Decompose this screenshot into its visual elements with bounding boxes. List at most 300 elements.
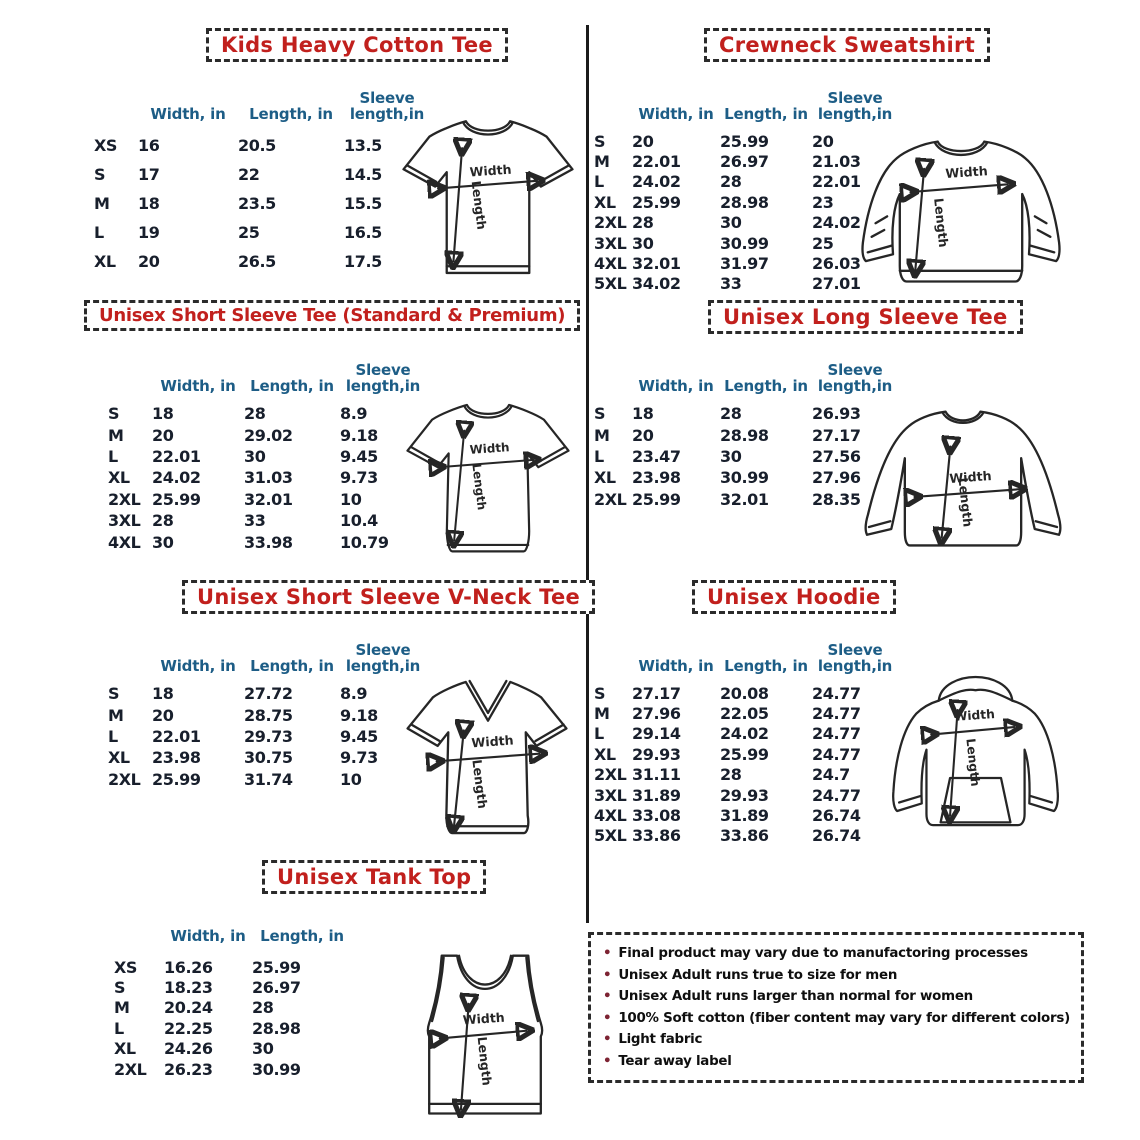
width-cell: 25.99 — [152, 489, 201, 509]
length-cell: 22.05 — [720, 704, 769, 724]
sleeve-cell: 13.5 — [344, 136, 382, 155]
size-cell: M — [108, 705, 124, 725]
note-text: Light fabric — [618, 1032, 703, 1047]
size-table — [108, 352, 426, 553]
length-cell: 28.75 — [244, 705, 293, 725]
size-row — [594, 765, 898, 785]
length-cell: 32.01 — [244, 489, 293, 509]
width-arrow-label: Width — [948, 468, 993, 486]
sleeve-cell: 16.5 — [344, 223, 382, 242]
sleeve-cell: 26.74 — [812, 826, 861, 846]
size-row — [594, 172, 898, 192]
sleeve-cell: 9.18 — [340, 705, 378, 725]
size-cell: L — [94, 223, 104, 242]
length-arrow-label: Length — [468, 179, 490, 231]
width-cell: 26.23 — [164, 1059, 213, 1079]
sleeve-cell: 10 — [340, 769, 362, 789]
note-item — [603, 943, 1073, 965]
sleeve-cell: 25 — [812, 233, 834, 253]
size-cell: 2XL — [108, 489, 141, 509]
size-row — [108, 467, 426, 488]
size-row — [94, 160, 430, 189]
length-cell: 28.98 — [720, 192, 769, 212]
column-header-sleeve: Sleeve length,in — [817, 88, 893, 123]
size-table — [108, 632, 426, 790]
width-cell: 24.26 — [164, 1039, 213, 1059]
width-arrow-label: Width — [470, 732, 515, 751]
width-cell: 31.89 — [632, 785, 681, 805]
section-title: Crewneck Sweatshirt — [719, 33, 976, 57]
sleeve-cell: 10.79 — [340, 532, 389, 552]
width-cell: 22.01 — [152, 446, 201, 466]
column-header-sleeve: Sleeve length,in — [345, 360, 421, 395]
column-header-length: Length, in — [250, 376, 334, 395]
section-title: Unisex Hoodie — [707, 585, 881, 609]
width-cell: 29.14 — [632, 724, 681, 744]
size-row — [594, 683, 898, 703]
length-cell: 28.98 — [720, 425, 769, 445]
sleeve-cell: 26.93 — [812, 404, 861, 424]
size-table — [594, 80, 898, 294]
size-row — [94, 218, 430, 247]
size-table — [594, 632, 898, 846]
length-cell: 27.72 — [244, 684, 293, 704]
length-cell: 30 — [252, 1039, 274, 1059]
section-kids-heavy-cotton-tee — [80, 28, 590, 296]
width-arrow-label: Width — [469, 161, 512, 180]
size-row — [108, 747, 426, 768]
size-cell: S — [108, 684, 120, 704]
size-row — [108, 446, 426, 467]
sleeve-cell: 26.74 — [812, 806, 861, 826]
size-cell: 4XL — [108, 532, 141, 552]
sleeve-cell: 21.03 — [812, 152, 861, 172]
sleeve-cell: 24.02 — [812, 213, 861, 233]
sleeve-cell: 8.9 — [340, 404, 368, 424]
size-row — [594, 253, 898, 273]
length-cell: 28 — [244, 404, 266, 424]
column-header-width: Width, in — [638, 656, 714, 675]
size-row — [594, 424, 898, 445]
width-cell: 31.11 — [632, 765, 681, 785]
length-arrow-label: Length — [474, 1035, 495, 1087]
tshirt-illustration — [392, 108, 584, 292]
size-row — [594, 151, 898, 171]
length-cell: 28 — [720, 765, 742, 785]
width-cell: 19 — [138, 223, 160, 242]
length-cell: 30 — [720, 213, 742, 233]
column-header-width: Width, in — [170, 926, 246, 945]
size-row — [594, 724, 898, 744]
table-header-row — [94, 80, 430, 122]
width-cell: 20 — [632, 425, 654, 445]
column-header-length: Length, in — [724, 376, 808, 395]
length-cell: 25.99 — [720, 744, 769, 764]
table-header-row — [594, 80, 898, 122]
section-title: Unisex Tank Top — [277, 865, 472, 889]
column-header-sleeve: Sleeve length,in — [345, 640, 421, 675]
bullet-icon: • — [603, 989, 612, 1004]
size-cell: M — [94, 194, 110, 213]
column-header-length: Length, in — [724, 656, 808, 675]
width-cell: 17 — [138, 165, 160, 184]
size-cell: 4XL — [594, 806, 627, 826]
length-cell: 20.5 — [238, 136, 276, 155]
size-cell: L — [108, 446, 118, 466]
note-item — [603, 1029, 1073, 1051]
width-cell: 25.99 — [632, 489, 681, 509]
length-cell: 33 — [244, 511, 266, 531]
section-title: Unisex Short Sleeve Tee (Standard & Premium) — [99, 305, 566, 326]
size-row — [108, 531, 426, 552]
size-cell: 2XL — [594, 489, 627, 509]
table-header-row — [108, 352, 426, 394]
length-cell: 24.02 — [720, 724, 769, 744]
bullet-icon: • — [603, 1053, 612, 1069]
sleeve-cell: 23 — [812, 192, 834, 212]
length-cell: 25.99 — [720, 131, 769, 151]
size-row — [594, 744, 898, 764]
size-row — [94, 131, 430, 160]
bullet-icon: • — [603, 1032, 612, 1047]
size-row — [108, 424, 426, 445]
width-arrow-label: Width — [462, 1009, 506, 1028]
width-cell: 18 — [632, 404, 654, 424]
size-row — [108, 489, 426, 510]
section-title-box — [708, 300, 1023, 334]
sleeve-cell: 27.96 — [812, 468, 861, 488]
length-cell: 26.97 — [252, 978, 301, 998]
length-cell: 30.75 — [244, 748, 293, 768]
section-unisex-tank-top — [80, 860, 590, 1135]
table-header-row — [108, 632, 426, 674]
size-row — [114, 1018, 352, 1038]
hoodie-illustration — [884, 672, 1068, 850]
section-title: Unisex Long Sleeve Tee — [723, 305, 1008, 329]
size-row — [108, 726, 426, 747]
note-item — [603, 1008, 1073, 1030]
size-cell: S — [594, 404, 606, 424]
note-text: Unisex Adult runs larger than normal for women — [618, 989, 973, 1004]
size-cell: XL — [94, 252, 116, 271]
width-arrow-label: Width — [944, 163, 989, 182]
size-cell: 2XL — [594, 213, 627, 233]
size-cell: 2XL — [108, 769, 141, 789]
size-cell: M — [114, 998, 130, 1018]
width-cell: 18.23 — [164, 978, 213, 998]
length-arrow-label: Length — [469, 462, 489, 511]
size-cell: 3XL — [108, 511, 141, 531]
width-cell: 28 — [152, 511, 174, 531]
length-cell: 28 — [720, 172, 742, 192]
column-header-width: Width, in — [638, 376, 714, 395]
length-cell: 25 — [238, 223, 260, 242]
long-sleeve-tee-illustration — [856, 402, 1070, 560]
bullet-icon: • — [603, 946, 612, 961]
size-cell: 2XL — [114, 1059, 147, 1079]
size-cell: XL — [594, 468, 616, 488]
note-text: Final product may vary due to manufactoring processes — [618, 946, 1028, 961]
note-item — [603, 965, 1073, 987]
size-row — [594, 131, 898, 151]
size-row — [114, 998, 352, 1018]
sleeve-cell: 9.73 — [340, 748, 378, 768]
product-notes-box — [588, 932, 1084, 1083]
size-cell: M — [108, 425, 124, 445]
length-cell: 31.89 — [720, 806, 769, 826]
sleeve-cell: 9.45 — [340, 446, 378, 466]
size-row — [114, 1039, 352, 1059]
length-cell: 30 — [244, 446, 266, 466]
length-cell: 20.08 — [720, 683, 769, 703]
sleeve-cell: 27.17 — [812, 425, 861, 445]
size-row — [594, 703, 898, 723]
column-header-length: Length, in — [260, 926, 344, 945]
size-cell: L — [594, 172, 604, 192]
width-arrow-label: Width — [469, 440, 510, 457]
width-cell: 25.99 — [632, 192, 681, 212]
length-cell: 25.99 — [252, 957, 301, 977]
column-header-width: Width, in — [160, 376, 236, 395]
size-row — [594, 805, 898, 825]
size-cell: XL — [114, 1039, 136, 1059]
width-cell: 23.47 — [632, 446, 681, 466]
sleeve-cell: 20 — [812, 131, 834, 151]
width-cell: 16.26 — [164, 957, 213, 977]
size-cell: XL — [594, 192, 616, 212]
sleeve-cell: 27.01 — [812, 274, 861, 294]
section-unisex-vneck-tee — [80, 580, 590, 848]
length-cell: 26.97 — [720, 152, 769, 172]
vneck-tee-illustration — [396, 670, 580, 845]
size-cell: L — [114, 1018, 124, 1038]
section-unisex-long-sleeve-tee — [592, 300, 1070, 568]
width-cell: 34.02 — [632, 274, 681, 294]
width-cell: 22.01 — [152, 726, 201, 746]
length-cell: 28.98 — [252, 1018, 301, 1038]
size-row — [108, 510, 426, 531]
width-cell: 18 — [138, 194, 160, 213]
length-cell: 30 — [720, 446, 742, 466]
sleeve-cell: 8.9 — [340, 684, 368, 704]
sleeve-cell: 24.77 — [812, 785, 861, 805]
tshirt-illustration — [396, 394, 580, 566]
length-cell: 26.5 — [238, 252, 276, 271]
table-header-row — [114, 918, 352, 944]
sleeve-cell: 10 — [340, 489, 362, 509]
size-table — [94, 80, 430, 276]
size-cell: 3XL — [594, 233, 627, 253]
column-header-width: Width, in — [160, 656, 236, 675]
length-arrow-label: Length — [955, 476, 976, 528]
size-row — [594, 489, 898, 510]
size-cell: XL — [108, 748, 130, 768]
width-cell: 27.17 — [632, 683, 681, 703]
column-header-sleeve: Sleeve length,in — [349, 88, 425, 123]
section-title: Unisex Short Sleeve V-Neck Tee — [197, 585, 581, 609]
note-text: Unisex Adult runs true to size for men — [618, 967, 898, 983]
section-title-box — [692, 580, 896, 614]
size-row — [94, 247, 430, 276]
size-row — [94, 189, 430, 218]
length-cell: 28 — [252, 998, 274, 1018]
width-cell: 30 — [152, 532, 174, 552]
size-cell: 4XL — [594, 254, 627, 274]
size-row — [108, 683, 426, 704]
size-cell: XS — [114, 957, 138, 977]
size-row — [108, 704, 426, 725]
size-cell: 5XL — [594, 274, 627, 294]
sleeve-cell: 24.77 — [812, 744, 861, 764]
size-row — [594, 213, 898, 233]
length-cell: 31.03 — [244, 468, 293, 488]
bullet-icon: • — [603, 1010, 612, 1026]
size-row — [594, 785, 898, 805]
table-header-row — [594, 632, 898, 674]
size-row — [594, 274, 898, 294]
sleeve-cell: 24.7 — [812, 765, 850, 785]
width-cell: 32.01 — [632, 254, 681, 274]
size-row — [114, 957, 352, 977]
note-text: 100% Soft cotton (fiber content may vary for different colors) — [618, 1010, 1070, 1026]
width-cell: 18 — [152, 684, 174, 704]
length-cell: 30.99 — [720, 468, 769, 488]
length-cell: 30.99 — [252, 1059, 301, 1079]
table-header-row — [594, 352, 898, 394]
size-cell: L — [594, 446, 604, 466]
length-arrow-label: Length — [963, 737, 983, 788]
size-row — [594, 192, 898, 212]
note-text: Tear away label — [618, 1053, 732, 1069]
size-cell: M — [594, 152, 610, 172]
width-cell: 28 — [632, 213, 654, 233]
size-table — [594, 352, 898, 510]
section-title-box — [84, 300, 580, 331]
sleeve-cell: 27.56 — [812, 446, 861, 466]
column-header-width: Width, in — [150, 104, 226, 123]
column-header-length: Length, in — [250, 656, 334, 675]
section-title: Kids Heavy Cotton Tee — [221, 33, 493, 57]
width-cell: 29.93 — [632, 744, 681, 764]
size-table — [114, 918, 352, 1079]
column-header-length: Length, in — [724, 104, 808, 123]
size-row — [108, 769, 426, 790]
width-cell: 23.98 — [152, 748, 201, 768]
size-cell: 3XL — [594, 785, 627, 805]
length-cell: 23.5 — [238, 194, 276, 213]
length-cell: 33.98 — [244, 532, 293, 552]
size-cell: L — [108, 726, 118, 746]
width-cell: 22.01 — [632, 152, 681, 172]
section-crewneck-sweatshirt — [592, 28, 1070, 296]
length-cell: 33.86 — [720, 826, 769, 846]
sleeve-cell: 22.01 — [812, 172, 861, 192]
length-cell: 30.99 — [720, 233, 769, 253]
width-cell: 30 — [632, 233, 654, 253]
column-header-width: Width, in — [638, 104, 714, 123]
sleeve-cell: 9.45 — [340, 726, 378, 746]
sleeve-cell: 9.18 — [340, 425, 378, 445]
size-row — [594, 233, 898, 253]
size-cell: XS — [94, 136, 118, 155]
length-arrow-label: Length — [469, 758, 491, 810]
size-cell: S — [594, 131, 606, 151]
width-cell: 33.86 — [632, 826, 681, 846]
size-row — [114, 977, 352, 997]
sleeve-cell: 10.4 — [340, 511, 378, 531]
section-unisex-short-sleeve-tee — [80, 300, 590, 568]
sleeve-cell: 26.03 — [812, 254, 861, 274]
tank-top-illustration — [422, 948, 548, 1126]
width-cell: 20 — [152, 705, 174, 725]
length-cell: 29.73 — [244, 726, 293, 746]
column-header-length: Length, in — [249, 104, 333, 123]
sleeve-cell: 24.77 — [812, 704, 861, 724]
width-cell: 18 — [152, 404, 174, 424]
bullet-icon: • — [603, 967, 612, 983]
size-row — [108, 403, 426, 424]
width-cell: 23.98 — [632, 468, 681, 488]
size-cell: 5XL — [594, 826, 627, 846]
size-row — [594, 467, 898, 488]
size-row — [594, 826, 898, 846]
length-cell: 29.93 — [720, 785, 769, 805]
length-cell: 28 — [720, 404, 742, 424]
size-cell: S — [108, 404, 120, 424]
size-row — [114, 1059, 352, 1079]
column-header-sleeve: Sleeve length,in — [817, 640, 893, 675]
length-cell: 33 — [720, 274, 742, 294]
section-title-box — [182, 580, 595, 614]
note-item — [603, 1051, 1073, 1073]
section-title-box — [262, 860, 486, 894]
length-cell: 31.74 — [244, 769, 293, 789]
size-cell: S — [114, 978, 126, 998]
size-cell: XL — [108, 468, 130, 488]
size-row — [594, 403, 898, 424]
section-title-box — [206, 28, 508, 62]
column-header-sleeve: Sleeve length,in — [817, 360, 893, 395]
length-cell: 22 — [238, 165, 260, 184]
sleeve-cell: 24.77 — [812, 724, 861, 744]
size-cell: M — [594, 704, 610, 724]
size-cell: L — [594, 724, 604, 744]
sleeve-cell: 15.5 — [344, 194, 382, 213]
sleeve-cell: 24.77 — [812, 683, 861, 703]
section-title-box — [704, 28, 990, 62]
width-arrow-label: Width — [953, 707, 996, 724]
width-cell: 20 — [632, 131, 654, 151]
section-unisex-hoodie — [592, 580, 1070, 860]
width-cell: 20.24 — [164, 998, 213, 1018]
length-arrow-label: Length — [931, 197, 952, 249]
width-cell: 24.02 — [632, 172, 681, 192]
width-cell: 27.96 — [632, 704, 681, 724]
sleeve-cell: 9.73 — [340, 468, 378, 488]
size-row — [594, 446, 898, 467]
width-cell: 20 — [138, 252, 160, 271]
width-cell: 16 — [138, 136, 160, 155]
size-cell: 2XL — [594, 765, 627, 785]
width-cell: 25.99 — [152, 769, 201, 789]
width-cell: 33.08 — [632, 806, 681, 826]
sleeve-cell: 14.5 — [344, 165, 382, 184]
width-cell: 20 — [152, 425, 174, 445]
sweatshirt-illustration — [854, 128, 1068, 298]
size-cell: M — [594, 425, 610, 445]
sleeve-cell: 28.35 — [812, 489, 861, 509]
note-item — [603, 986, 1073, 1008]
